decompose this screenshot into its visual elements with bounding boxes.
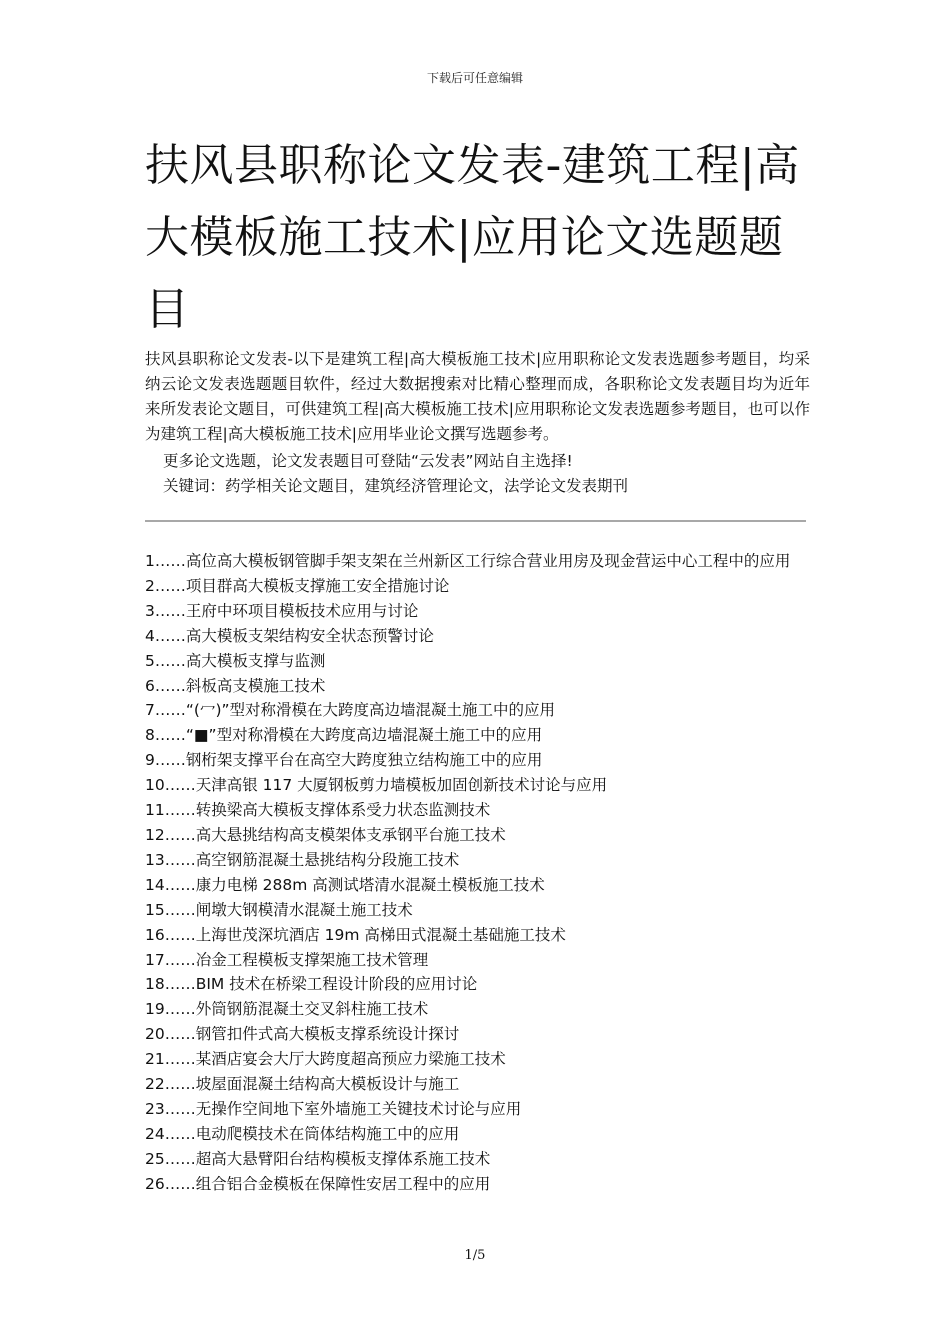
topic-item: 6……斜板高支模施工技术 [145,676,326,695]
topic-item: 19……外筒钢筋混凝土交叉斜柱施工技术 [145,1000,429,1019]
topic-item: 13……高空钢筋混凝土悬挑结构分段施工技术 [145,850,460,869]
section-divider [145,520,806,522]
intro-keywords: 关键词：药学相关论文题目，建筑经济管理论文，法学论文发表期刊 [163,477,629,495]
page-number: 1/5 [464,1248,486,1263]
topic-item: 26……组合铝合金模板在保障性安居工程中的应用 [145,1174,491,1193]
topic-item: 5……高大模板支撑与监测 [145,651,326,670]
topic-item: 2……项目群高大模板支撑施工安全措施讨论 [145,576,450,595]
topic-item: 9……钢桁架支撑平台在高空大跨度独立结构施工中的应用 [145,751,543,770]
document-title: 扶风县职称论文发表-建筑工程|高大模板施工技术|应用论文选题题目 [145,140,800,335]
intro-more-text: 更多论文选题，论文发表题目可登陆“云发表”网站自主选择! [163,452,573,470]
topic-item: 4……高大模板支架结构安全状态预警讨论 [145,626,434,645]
topic-item: 11……转换梁高大模板支撑体系受力状态监测技术 [145,801,491,820]
topic-item: 12……高大悬挑结构高支模架体支承钢平台施工技术 [145,825,506,844]
topic-item: 3……王府中环项目模板技术应用与讨论 [145,601,419,620]
topic-item: 17……冶金工程模板支撑架施工技术管理 [145,950,429,969]
topic-item: 15……闸墩大钢模清水混凝土施工技术 [145,900,413,919]
topic-item: 23……无操作空间地下室外墙施工关键技术讨论与应用 [145,1099,522,1118]
header-note: 下载后可任意编辑 [426,71,523,85]
topic-item: 20……钢管扣件式高大模板支撑系统设计探讨 [145,1025,460,1044]
topic-item: 10……天津高银 117 大厦钢板剪力墙模板加固创新技术讨论与应用 [145,776,608,795]
topic-item: 1……高位高大模板钢管脚手架支架在兰州新区工行综合营业用房及现金营运中心工程中的应用 [145,552,791,570]
topic-item: 21……某酒店宴会大厅大跨度超高预应力梁施工技术 [145,1050,506,1069]
topic-item: 16……上海世茂深坑酒店 19m 高梯田式混凝土基础施工技术 [145,925,566,944]
topic-item: 22……坡屋面混凝土结构高大模板设计与施工 [145,1075,460,1094]
topic-item: 8……“■”型对称滑模在大跨度高边墙混凝土施工中的应用 [145,726,543,745]
topic-list [145,549,810,1197]
topic-item: 24……电动爬模技术在筒体结构施工中的应用 [145,1124,460,1143]
topic-item: 18……BIM 技术在桥梁工程设计阶段的应用讨论 [145,975,478,994]
topic-item: 7……“(冖)”型对称滑模在大跨度高边墙混凝土施工中的应用 [145,701,556,720]
intro-paragraph: 扶风县职称论文发表-以下是建筑工程|高大模板施工技术|应用职称论文发表选题参考题目，均采纳云论文发表选题题目软件，经过大数据搜索对比精心整理而成，各职称论文发表题目均为近年来所发表论文题目，可供建筑工程|高大模板施工技术|应用职称论文发表选题参考题目，也可以作为建筑工程|高大模板施工技术|应用毕业论文撰写选题参考。 [145,350,810,443]
topic-item: 14……康力电梯 288m 高测试塔清水混凝土模板施工技术 [145,875,545,894]
topic-item: 25……超高大悬臂阳台结构模板支撑体系施工技术 [145,1149,491,1168]
